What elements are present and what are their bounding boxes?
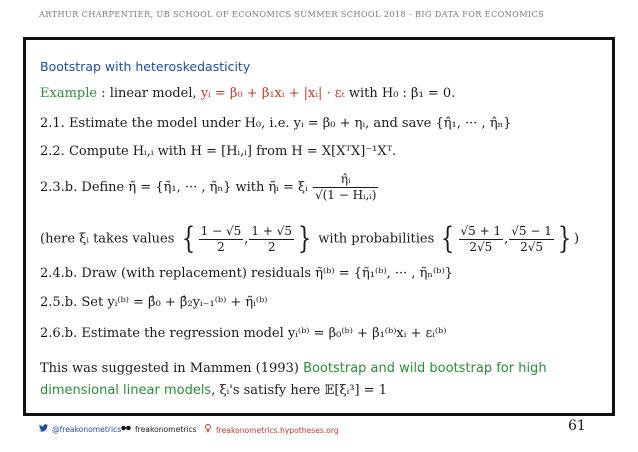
twitter-handle: @freakonometrics bbox=[52, 425, 122, 434]
fraction-denominator: √(1 − Hᵢ,ᵢ) bbox=[314, 188, 377, 202]
right-brace: } bbox=[297, 221, 312, 256]
mammen-post: , ξᵢ's satisfy here 𝔼[ξᵢ³] = 1 bbox=[211, 383, 387, 398]
mammen-link-part-1[interactable]: Bootstrap and wild bootstrap for high bbox=[303, 361, 547, 376]
step-2-3b-fraction bbox=[313, 173, 378, 202]
mammen-text: This was suggested in Mammen (1993) bbox=[40, 361, 299, 376]
value-1-num: 1 − √5 bbox=[200, 223, 242, 238]
value-1 bbox=[199, 225, 244, 254]
value-1-den: 2 bbox=[217, 239, 225, 254]
xi-values-line: (here ξᵢ takes values { $\frac{1 - √5}{2}$ , $\frac{1 + √5}{2}$ } with probabilities { $\frac{√5 + 1}{2√5}$ , $\frac{√5 - 1}{2√5}$ } ) bbox=[40, 221, 580, 256]
fraction-numerator: η̂ᵢ bbox=[313, 173, 378, 188]
step-2-1: 2.1. Estimate the model under H₀, i.e. yᵢ = β₀ + ηᵢ, and save {η̂₁, ··· , η̂ₙ} bbox=[40, 116, 512, 131]
page-number: 61 bbox=[568, 418, 586, 434]
prob-1-den: 2√5 bbox=[469, 239, 493, 254]
github-icon bbox=[121, 424, 131, 434]
twitter-icon bbox=[39, 424, 48, 434]
value-2 bbox=[249, 225, 294, 254]
slide-header: ARTHUR CHARPENTIER, UB SCHOOL OF ECONOMICS SUMMER SCHOOL 2018 - BIG DATA FOR ECONOMICS bbox=[39, 9, 545, 19]
mammen-line-2 bbox=[40, 383, 387, 399]
github-handle: freakonometrics bbox=[135, 425, 197, 434]
slide-title: Bootstrap with heteroskedasticity bbox=[40, 59, 251, 74]
step-2-3b-text: 2.3.b. Define η̃ = {η̃₁, ··· , η̃ₙ} with η̃ᵢ = ξᵢ bbox=[40, 180, 308, 195]
value-2-den: 2 bbox=[267, 239, 276, 254]
blog-icon bbox=[204, 424, 212, 435]
footer-github[interactable] bbox=[121, 424, 197, 434]
example-line bbox=[40, 86, 455, 102]
blog-url: freakonometrics.hypotheses.org bbox=[216, 426, 339, 435]
step-2-2: 2.2. Compute Hᵢ,ᵢ with H = [Hᵢ,ᵢ] from H = X[XᵀX]⁻¹Xᵀ. bbox=[40, 144, 397, 159]
example-tail: with H₀ : β₁ = 0. bbox=[348, 86, 456, 101]
step-2-4b: 2.4.b. Draw (with replacement) residuals η̃⁽ᵇ⁾ = {η̃₁⁽ᵇ⁾, ··· , η̃ₙ⁽ᵇ⁾} bbox=[40, 266, 453, 281]
footer-blog[interactable] bbox=[204, 424, 339, 435]
left-brace: { bbox=[181, 221, 195, 256]
footer-twitter[interactable] bbox=[39, 424, 121, 434]
xi-values-pre: (here ξᵢ takes values bbox=[40, 231, 175, 247]
prob-1-num: √5 + 1 bbox=[460, 223, 502, 238]
mammen-link-part-2[interactable]: dimensional linear models bbox=[40, 383, 212, 398]
prob-1 bbox=[459, 225, 504, 254]
step-2-5b: 2.5.b. Set yᵢ⁽ᵇ⁾ = β̂₀ + β̂₂yᵢ₋₁⁽ᵇ⁾ + η̃ᵢ⁽ᵇ⁾ bbox=[40, 295, 268, 310]
left-brace-2: { bbox=[441, 221, 455, 256]
example-label: Example bbox=[40, 86, 98, 101]
example-formula: yᵢ = β₀ + β₁xᵢ + |xᵢ| · εₜ bbox=[200, 86, 345, 101]
xi-values-post: ) bbox=[573, 231, 580, 247]
xi-values-mid: with probabilities bbox=[318, 231, 435, 247]
example-text: : linear model, bbox=[101, 86, 197, 101]
right-brace-2: } bbox=[557, 221, 572, 256]
mammen-line-1 bbox=[40, 361, 547, 377]
prob-2 bbox=[509, 225, 554, 254]
prob-2-den: 2√5 bbox=[520, 239, 544, 254]
step-2-6b: 2.6.b. Estimate the regression model yᵢ⁽ᵇ⁾ = β₀⁽ᵇ⁾ + β₁⁽ᵇ⁾xᵢ + εᵢ⁽ᵇ⁾ bbox=[40, 326, 447, 341]
prob-2-num: √5 − 1 bbox=[511, 223, 552, 238]
value-2-num: 1 + √5 bbox=[251, 223, 293, 238]
step-2-3b bbox=[40, 173, 379, 202]
